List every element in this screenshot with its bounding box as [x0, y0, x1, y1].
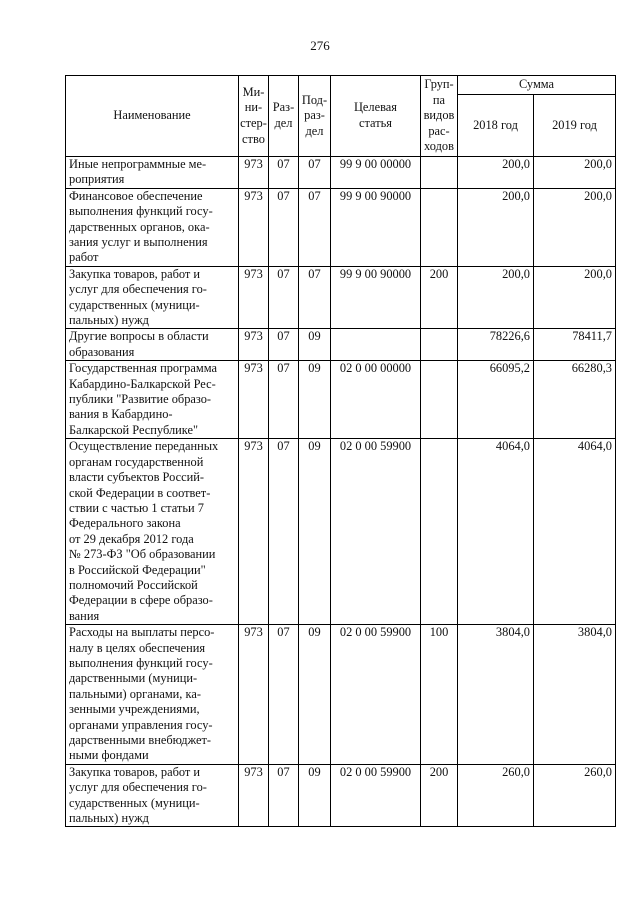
row-name [66, 329, 239, 361]
row-name-line: публики "Развитие образо- [69, 392, 212, 407]
row-section: 07 [269, 625, 299, 765]
row-name-line: органам государственной [69, 454, 204, 469]
row-group: 200 [421, 266, 458, 329]
row-target: 02 0 00 59900 [331, 625, 421, 765]
row-name-line: № 273-ФЗ "Об образовании [69, 547, 216, 562]
row-target: 99 9 00 90000 [331, 188, 421, 266]
row-group [421, 188, 458, 266]
table-row [66, 625, 616, 765]
header-line: Ми- [242, 84, 265, 99]
row-name-line: вания в Кабардино- [69, 407, 173, 422]
table-row [66, 266, 616, 329]
row-sum-2018: 260,0 [458, 764, 534, 827]
header-target [331, 76, 421, 157]
header-line: Раз- [272, 100, 295, 115]
header-line: па [432, 92, 446, 107]
row-name-line: пальных) нужд [69, 313, 149, 328]
header-line: рас- [428, 123, 450, 138]
row-name-line: Другие вопросы в области [69, 329, 209, 344]
row-name [66, 188, 239, 266]
row-ministry: 973 [239, 625, 269, 765]
row-name-line: Федерации в сфере образо- [69, 593, 213, 608]
row-name-line: выполнения функций госу- [69, 655, 213, 670]
row-target [331, 329, 421, 361]
header-subsection [299, 76, 331, 157]
row-section: 07 [269, 266, 299, 329]
table-row [66, 329, 616, 361]
row-name-line: в Российской Федерации" [69, 562, 206, 577]
row-name-line: Балкарской Республике" [69, 422, 199, 437]
row-subsection: 09 [299, 764, 331, 827]
row-group: 200 [421, 764, 458, 827]
row-ministry: 973 [239, 266, 269, 329]
row-sum-2019: 3804,0 [534, 625, 616, 765]
header-line: Целевая [353, 100, 398, 115]
row-subsection: 07 [299, 266, 331, 329]
header-line: Под- [301, 92, 328, 107]
row-sum-2018: 3804,0 [458, 625, 534, 765]
row-subsection: 07 [299, 156, 331, 188]
budget-table [65, 75, 616, 827]
row-name-line: Федерального закона [69, 516, 181, 531]
row-name [66, 625, 239, 765]
row-group [421, 361, 458, 439]
row-name-line: дарственными (муници- [69, 671, 198, 686]
row-name-line: Финансовое обеспечение [69, 188, 203, 203]
table-body [66, 156, 616, 826]
row-section: 07 [269, 361, 299, 439]
row-ministry: 973 [239, 156, 269, 188]
row-name-line: полномочий Российской [69, 577, 198, 592]
row-name-line: власти субъектов Россий- [69, 470, 205, 485]
row-sum-2019: 66280,3 [534, 361, 616, 439]
row-name-line: сударственных (муници- [69, 795, 200, 810]
header-section [269, 76, 299, 157]
header-line: дел [274, 115, 293, 130]
header-line: статья [358, 115, 392, 130]
row-ministry: 973 [239, 361, 269, 439]
row-target: 02 0 00 00000 [331, 361, 421, 439]
row-name [66, 266, 239, 329]
row-name [66, 156, 239, 188]
row-ministry: 973 [239, 329, 269, 361]
page-number: 276 [310, 38, 330, 53]
table-row [66, 361, 616, 439]
row-name-line: ствии с частью 1 статьи 7 [69, 500, 204, 515]
header-year-2019: 2019 год [534, 95, 616, 157]
row-group [421, 156, 458, 188]
row-sum-2019: 200,0 [534, 266, 616, 329]
row-name-line: дарственных органов, ока- [69, 219, 210, 234]
row-subsection: 09 [299, 329, 331, 361]
row-name-line: Закупка товаров, работ и [69, 266, 201, 281]
row-subsection: 09 [299, 625, 331, 765]
header-ministry [239, 76, 269, 157]
row-name-line: роприятия [69, 172, 125, 187]
header-line: ни- [244, 100, 263, 115]
row-section: 07 [269, 764, 299, 827]
row-name-line: ными фондами [69, 748, 149, 763]
table-header [66, 76, 616, 157]
row-section: 07 [269, 329, 299, 361]
row-name-line: налу в целях обеспечения [69, 640, 206, 655]
row-name-line: сударственных (муници- [69, 297, 200, 312]
row-sum-2018: 200,0 [458, 156, 534, 188]
row-name-line: образования [69, 344, 135, 359]
row-subsection: 09 [299, 361, 331, 439]
row-sum-2018: 4064,0 [458, 439, 534, 625]
row-name-line: услуг для обеспечения го- [69, 780, 207, 795]
table-row [66, 439, 616, 625]
row-sum-2019: 260,0 [534, 764, 616, 827]
row-sum-2018: 66095,2 [458, 361, 534, 439]
row-ministry: 973 [239, 764, 269, 827]
header-line: ходов [424, 139, 454, 154]
row-target: 99 9 00 90000 [331, 266, 421, 329]
row-sum-2018: 200,0 [458, 188, 534, 266]
row-ministry: 973 [239, 188, 269, 266]
table-row [66, 188, 616, 266]
row-sum-2019: 200,0 [534, 188, 616, 266]
row-name [66, 361, 239, 439]
table-row [66, 156, 616, 188]
row-ministry: 973 [239, 439, 269, 625]
row-name-line: услуг для обеспечения го- [69, 282, 207, 297]
row-sum-2018: 78226,6 [458, 329, 534, 361]
header-line: Груп- [424, 77, 454, 91]
row-group [421, 329, 458, 361]
row-group: 100 [421, 625, 458, 765]
header-group [421, 76, 458, 157]
row-name-line: Осуществление переданных [69, 439, 219, 454]
row-name-line: работ [69, 250, 99, 265]
row-sum-2019: 4064,0 [534, 439, 616, 625]
row-name-line: Иные непрограммные ме- [69, 156, 207, 171]
header-line: ство [242, 131, 265, 146]
row-name [66, 764, 239, 827]
row-name-line: пальных) нужд [69, 811, 149, 826]
row-name-line: ской Федерации в соответ- [69, 485, 211, 500]
row-section: 07 [269, 188, 299, 266]
table-row [66, 764, 616, 827]
row-target: 02 0 00 59900 [331, 764, 421, 827]
row-name-line: Государственная программа [69, 361, 217, 376]
row-name-line: зания услуг и выполнения [69, 235, 208, 249]
row-section: 07 [269, 156, 299, 188]
row-target: 02 0 00 59900 [331, 439, 421, 625]
row-group [421, 439, 458, 625]
header-sum: Сумма [458, 76, 616, 95]
row-section: 07 [269, 439, 299, 625]
row-target: 99 9 00 00000 [331, 156, 421, 188]
header-year-2018: 2018 год [458, 95, 534, 157]
row-name-line: Закупка товаров, работ и [69, 764, 201, 779]
row-name-line: вания [69, 608, 100, 623]
header-name: Наименование [66, 76, 239, 157]
row-name-line: пальными) органами, ка- [69, 686, 201, 701]
row-sum-2018: 200,0 [458, 266, 534, 329]
row-name-line: выполнения функций госу- [69, 204, 213, 219]
header-line: стер- [240, 115, 267, 130]
row-sum-2019: 78411,7 [534, 329, 616, 361]
header-line: видов [423, 108, 455, 123]
row-subsection: 07 [299, 188, 331, 266]
row-name-line: Расходы на выплаты персо- [69, 625, 215, 640]
row-name-line: Кабардино-Балкарской Рес- [69, 376, 216, 391]
row-name-line: дарственными внебюджет- [69, 733, 212, 747]
header-line: раз- [304, 108, 325, 123]
row-name-line: зенными учреждениями, [69, 702, 200, 717]
row-name-line: от 29 декабря 2012 года [69, 531, 194, 546]
row-subsection: 09 [299, 439, 331, 625]
header-line: дел [305, 123, 324, 138]
row-name-line: органами управления госу- [69, 717, 213, 732]
row-name [66, 439, 239, 625]
row-sum-2019: 200,0 [534, 156, 616, 188]
